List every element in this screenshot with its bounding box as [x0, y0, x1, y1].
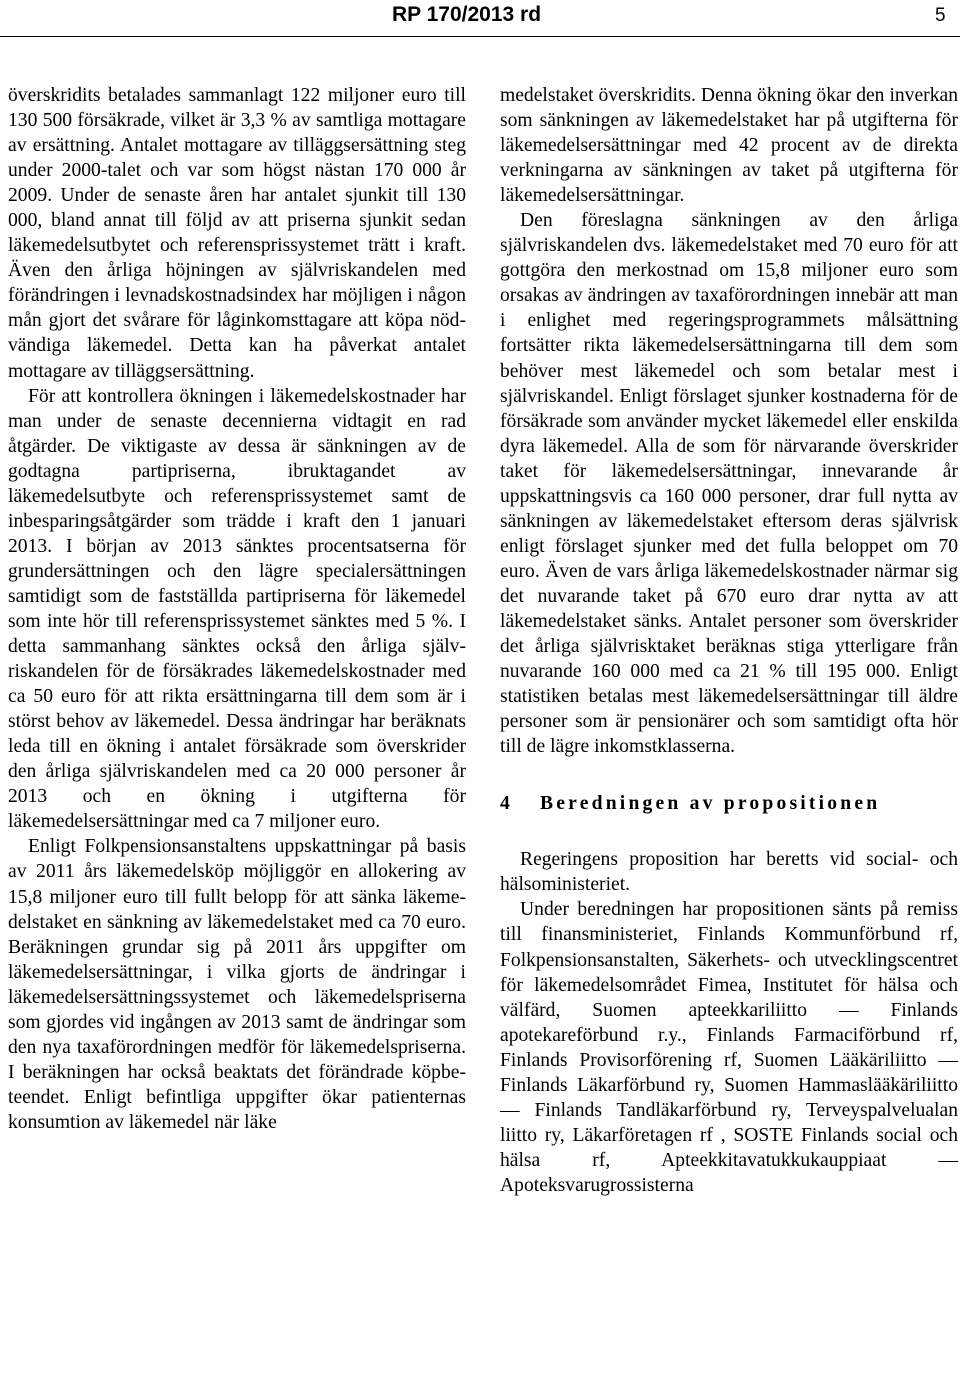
section-heading — [500, 791, 958, 816]
paragraph: Enligt Folkpensionsanstaltens uppskattningar på basis av 2011 års läkemedelsköp möjliggör en allokering av 15,8 miljoner euro till fullt belopp för att sänka läkemedelstaket en sänkning av läkemedelstaket med ca 70 euro. Beräkningen grundar sig på 2011 års uppgifter om läkemedelsersättningar, i vilka gjorts de ändringar i läkemedelsersättningssystemet och läkemedelspriserna som gjordes vid ingången av 2013 samt de ändringar som den nya taxaförordningen medför för läkemedelspriserna. I beräkningen har också beaktats det förändrade köpbeteendet. Enligt befintliga uppgifter ökar patienternas konsumtion av läkemedel när läke — [8, 836, 466, 1133]
header-divider — [0, 36, 960, 37]
left-column — [8, 83, 466, 1135]
paragraph: överskridits betalades sammanlagt 122 miljoner euro till 130 500 försäkrade, vilket är 3,3 % av samtliga mottagare av ersättning. Antalet mottagare av tilläggsersättning steg under 2000-talet och var som högst nästan 170 000 år 2009. Under de senaste åren har antalet sjunkit till 130 000, bland annat till följd av att priserna sjunkit sedan läkemedelsutbytet och referensprissystemet trätt i kraft. Även den årliga höjningen av självriskandelen med förändringen i levnadskostnadsindex har möjligen i någon mån gjort det svårare för låginkomsttagare att köpa nödvändiga läkemedel. Detta kan ha påverkat antalet mottagare av tilläggsersättning. — [8, 85, 466, 382]
right-column — [500, 83, 958, 1198]
document-title: RP 170/2013 rd — [392, 3, 542, 26]
paragraph: Den föreslagna sänkningen av den årliga självriskandelen dvs. läkemedelstaket med 70 euro för att gottgöra den merkostnad om 15,8 miljoner euro som orsakas av ändringen av taxaförordningen innebär att man i enlighet med regeringsprogrammets målsättning fortsätter rikta läkemedelsersättningarna till dem som behöver mest läkemedel och som betalar mest i självriskandel. Enligt förslaget sjunker kostnaderna för de försäkrade som använder mycket läkemedel eller enskilda dyra läkemedel. Alla de som för närvarande överskrider taket för läkemedelsersättningar, innevarande år uppskattningsvis ca 160 000 personer, drar full nytta av sänkningen av läkemedelstaket eftersom deras självrisk enligt förslaget sjunker med det fulla beloppet om 70 euro. Även de vars årliga läkemedelskostnader närmar sig det nuvarande taket på 670 euro drar nytta av att läkemedelstaket sänks. Antalet personer som överskrider det årliga självrisktaket beräknas stiga ytterligare från nuvarande 160 000 med ca 21 % till 195 000. Enligt statistiken betalas mest läkemedelsersättningar till äldre personer som är pensionärer och som samtidigt ofta hör till de lägre inkomstklasserna. — [500, 210, 958, 758]
section-title: Beredningen av propositionen — [540, 793, 881, 815]
paragraph: Regeringens proposition har beretts vid social- och hälsoministeriet. — [500, 849, 958, 896]
page-number: 5 — [935, 5, 946, 26]
section-number: 4 — [500, 793, 510, 815]
paragraph: Under beredningen har propositionen sänts på remiss till finansministeriet, Finlands Kommunförbund rf, Folkpensionsanstalten, Säkerhets- och utvecklingscentret för läkemedelsområdet Fimea, Institutet för hälsa och välfärd, Suomen apteekkariliitto — Finlands apotekareförbund r.y., Finlands Farmaciförbund rf, Finlands Provisorförening rf, Suomen Lääkäriliitto — Finlands Läkarförbund ry, Suomen Hammaslääkäriliitto — Finlands Tandläkarförbund ry, Terveyspalvelualan liitto ry, Läkarföretagen rf , SOSTE Finlands social och hälsa rf, Apteekkitavatukkukauppiaat — Apoteksvarugrossisterna — [500, 899, 958, 1196]
paragraph: medelstaket överskridits. Denna ökning ökar den inverkan som sänkningen av läkemedelstaket har på utgifterna för läkemedelsersättningar med 42 procent av de direkta verkningarna av sänkningen av taket på utgifterna för läkemedelsersättningar. — [500, 85, 958, 207]
paragraph: För att kontrollera ökningen i läkemedelskostnader har man under de senaste decennierna vidtagit en rad åtgärder. De viktigaste av dessa är sänkningen av de godtagna partipriserna, ibruktagandet av läkemedelsutbyte och referensprissystemet samt de inbesparingsåtgärder som trädde i kraft den 1 januari 2013. I början av 2013 sänktes procentsatserna för grundersättningen och den lägre specialersättningen samtidigt som de fastställda partipriserna för läkemedel som inte hör till referensprissystemet sänktes med 5 %. I detta sammanhang sänktes också den årliga självriskandelen för de försäkrades läkemedelskostnader med ca 50 euro för att rikta ersättningarna till dem som är i störst behov av läkemedel. Dessa ändringar har beräknats leda till en ökning i antalet försäkrade som överskrider den årliga självriskandelen med ca 20 000 personer år 2013 och en ökning i utgifterna för läkemedelsersättningar med ca 7 miljoner euro. — [8, 385, 466, 833]
